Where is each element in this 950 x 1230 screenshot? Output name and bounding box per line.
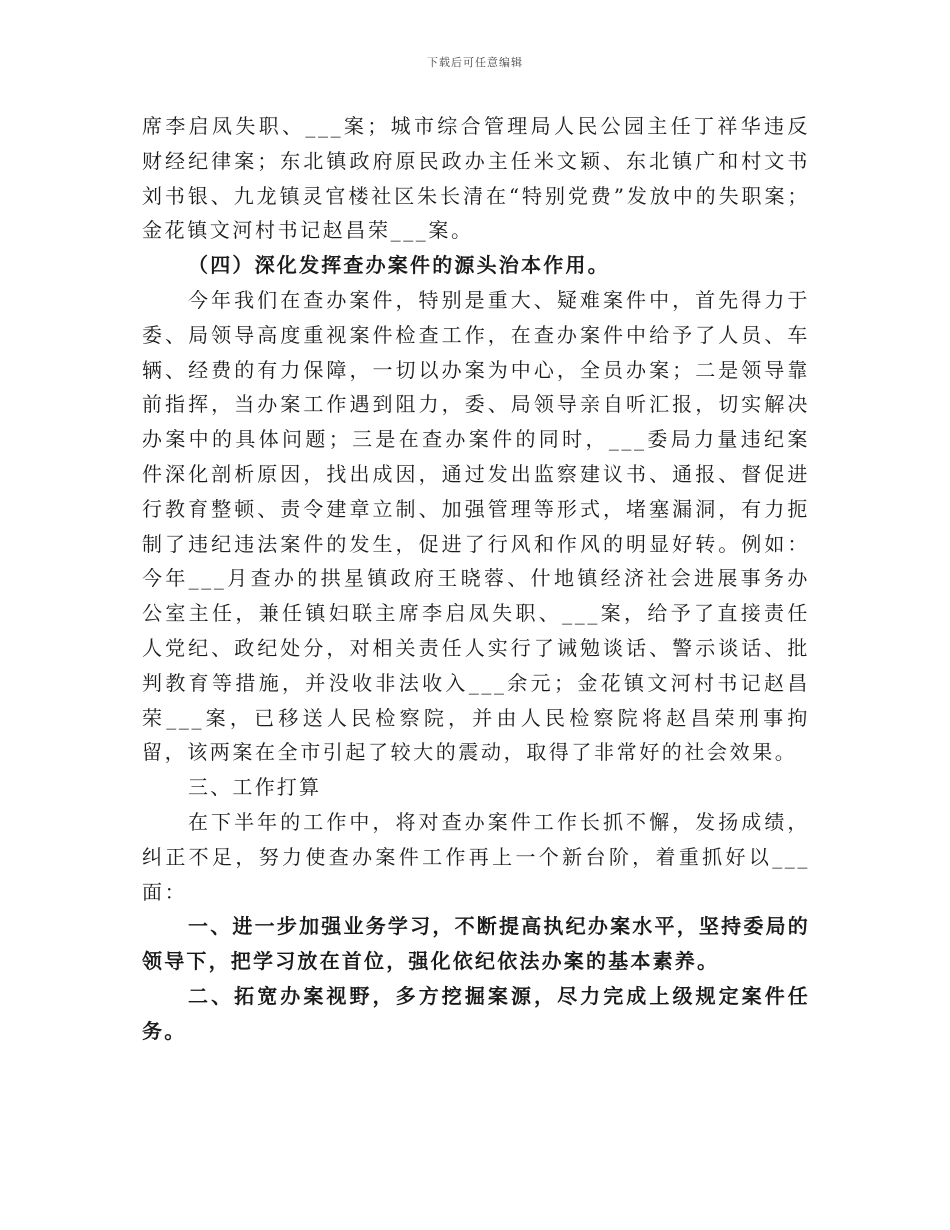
page-header: 下载后可任意编辑 (427, 56, 523, 69)
paragraph-continuation: 席李启凤失职、___案；城市综合管理局人民公园主任丁祥华违反财经纪律案；东北镇政府原民政办主任米文颖、东北镇广和村文书刘书银、九龙镇灵官楼社区朱长清在“特别党费”发放中的失职案；金花镇文河村书记赵昌荣___案。 (142, 114, 810, 243)
paragraph-case-handling: 今年我们在查办案件，特别是重大、疑难案件中，首先得力于委、局领导高度重视案件检查工作，在查办案件中给予了人员、车辆、经费的有力保障，一切以办案为中心，全员办案；二是领导靠前指挥，当办案工作遇到阻力，委、局领导亲自听汇报，切实解决办案中的具体问题；三是在查办案件的同时，___委局力量违纪案件深化剖析原因，找出成因，通过发出监察建议书、通报、督促进行教育整顿、责令建章立制、加强管理等形式，堵塞漏洞，有力扼制了违纪违法案件的发生，促进了行风和作风的明显好转。例如：今年___月查办的拱星镇政府王晓蓉、什地镇经济社会进展事务办公室主任，兼任镇妇联主席李启凤失职、___案，给予了直接责任人党纪、政纪处分，对相关责任人实行了诫勉谈话、警示谈话、批判教育等措施，并没收非法收入___余元；金花镇文河村书记赵昌荣___案，已移送人民检察院，并由人民检察院将赵昌荣刑事拘留，该两案在全市引起了较大的震动，取得了非常好的社会效果。 (142, 287, 810, 765)
plan-item-one: 一、进一步加强业务学习，不断提高执纪办案水平，坚持委局的领导下，把学习放在首位，强化依纪依法办案的基本素养。 (142, 914, 810, 974)
document-body (142, 109, 810, 1049)
section-heading-four: （四）深化发挥查办案件的源头治本作用。 (188, 253, 610, 278)
plan-item-two: 二、拓宽办案视野，多方挖掘案源，尽力完成上级规定案件任务。 (142, 983, 810, 1043)
paragraph-work-plan-intro: 在下半年的工作中，将对查办案件工作长抓不懈，发扬成绩，纠正不足，努力使查办案件工作再上一个新台阶，着重抓好以___面： (142, 809, 810, 904)
section-heading-work-plan: 三、工作打算 (188, 775, 322, 800)
